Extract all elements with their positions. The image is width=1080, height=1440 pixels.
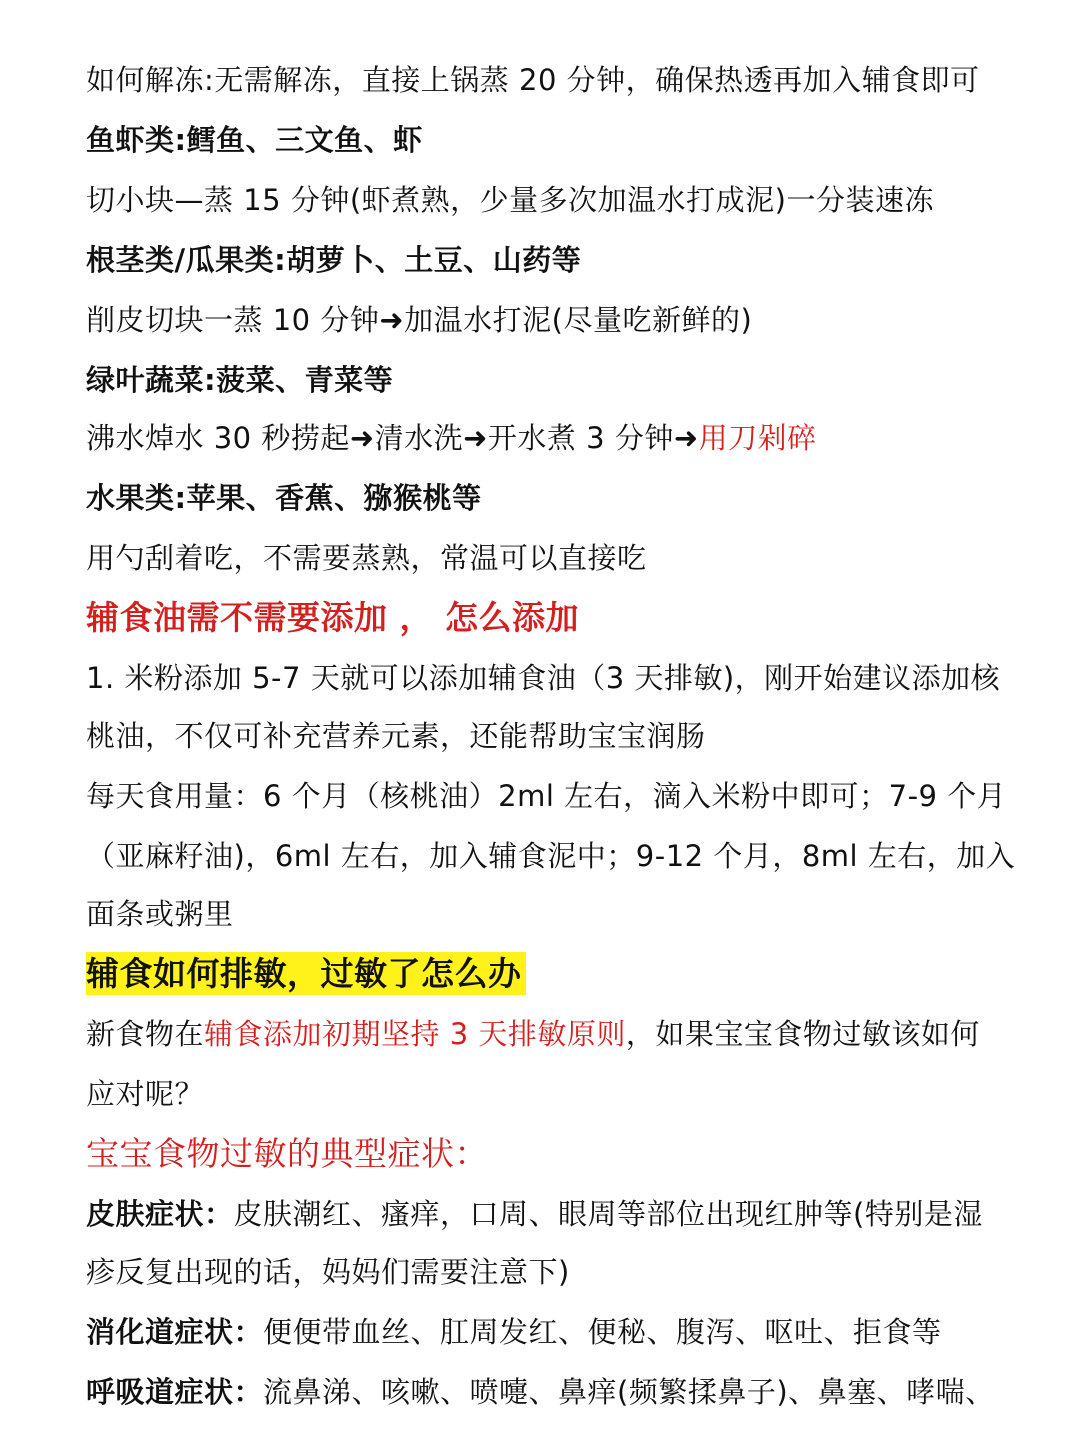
daily-amount-line-2: （亚麻籽油)，6ml 左右，加入辅食泥中；9-12 个月，8ml 左右，加入 (86, 839, 1016, 873)
daily-amount-line-1: 每天食用量：6 个月（核桃油）2ml 左右，滴入米粉中即可；7-9 个月 (86, 779, 1007, 813)
digestive-symptoms-label: 消化道症状： (86, 1315, 264, 1349)
daily-amount-line-3: 面条或粥里 (86, 897, 234, 931)
respiratory-symptoms-label: 呼吸道症状： (86, 1375, 264, 1409)
root-vegetable-heading: 根茎类/瓜果类:胡萝卜、土豆、山药等 (86, 243, 582, 277)
skin-symptoms-line-1 (86, 1194, 1036, 1234)
oil-paragraph-line-2: 桃油，不仅可补充营养元素，还能帮助宝宝润肠 (86, 719, 706, 753)
symptoms-section-title: 宝宝食物过敏的典型症状： (86, 1134, 488, 1173)
chop-with-knife-emphasis: 用刀剁碎 (698, 421, 817, 455)
allergy-intro-part-3: ，如果宝宝食物过敏该如何 (625, 1017, 980, 1051)
skin-symptoms-line-2: 疹反复出现的话，妈妈们需要注意下) (86, 1255, 570, 1289)
allergy-section-title-highlight: 辅食如何排敏，过敏了怎么办 (86, 952, 526, 995)
fruit-method: 用勺刮着吃，不需要蒸熟，常温可以直接吃 (86, 541, 647, 575)
allergy-intro-part-1: 新食物在 (86, 1017, 205, 1051)
three-day-rule-emphasis: 辅食添加初期坚持 3 天排敏原则 (204, 1017, 626, 1051)
allergy-intro-line-1 (86, 1014, 1036, 1054)
respiratory-symptoms (86, 1372, 1036, 1412)
leafy-vegetable-heading: 绿叶蔬菜:菠菜、青菜等 (86, 363, 394, 397)
respiratory-symptoms-text: 流鼻涕、咳嗽、喷嚏、鼻痒(频繁揉鼻子)、鼻塞、哮喘、 (263, 1375, 995, 1409)
oil-section-title: 辅食油需不需要添加 ， 怎么添加 (86, 598, 579, 637)
fish-shrimp-heading: 鱼虾类:鳕鱼、三文鱼、虾 (86, 123, 423, 157)
allergy-intro-line-2: 应对呢？ (86, 1077, 205, 1111)
allergy-section-title (86, 952, 1036, 996)
digestive-symptoms-text: 便便带血丝、肛周发红、便秘、腹泻、呕吐、拒食等 (263, 1315, 942, 1349)
thaw-instruction: 如何解冻:无需解冻，直接上锅蒸 20 分钟，确保热透再加入辅食即可 (86, 63, 980, 97)
fruit-heading: 水果类:苹果、香蕉、猕猴桃等 (86, 481, 482, 515)
oil-paragraph-line-1: 1. 米粉添加 5-7 天就可以添加辅食油（3 天排敏)，刚开始建议添加核 (86, 661, 1001, 695)
leafy-vegetable-steps: 沸水焯水 30 秒捞起➜清水洗➜开水煮 3 分钟➜ (86, 421, 699, 455)
leafy-vegetable-method (86, 418, 1036, 458)
skin-symptoms-text: 皮肤潮红、瘙痒，口周、眼周等部位出现红肿等(特别是湿 (233, 1197, 983, 1231)
root-vegetable-method: 削皮切块一蒸 10 分钟➜加温水打泥(尽量吃新鲜的) (86, 303, 753, 337)
digestive-symptoms (86, 1312, 1036, 1352)
skin-symptoms-label: 皮肤症状： (86, 1197, 234, 1231)
fish-shrimp-method: 切小块—蒸 15 分钟(虾煮熟，少量多次加温水打成泥)一分装速冻 (86, 183, 934, 217)
